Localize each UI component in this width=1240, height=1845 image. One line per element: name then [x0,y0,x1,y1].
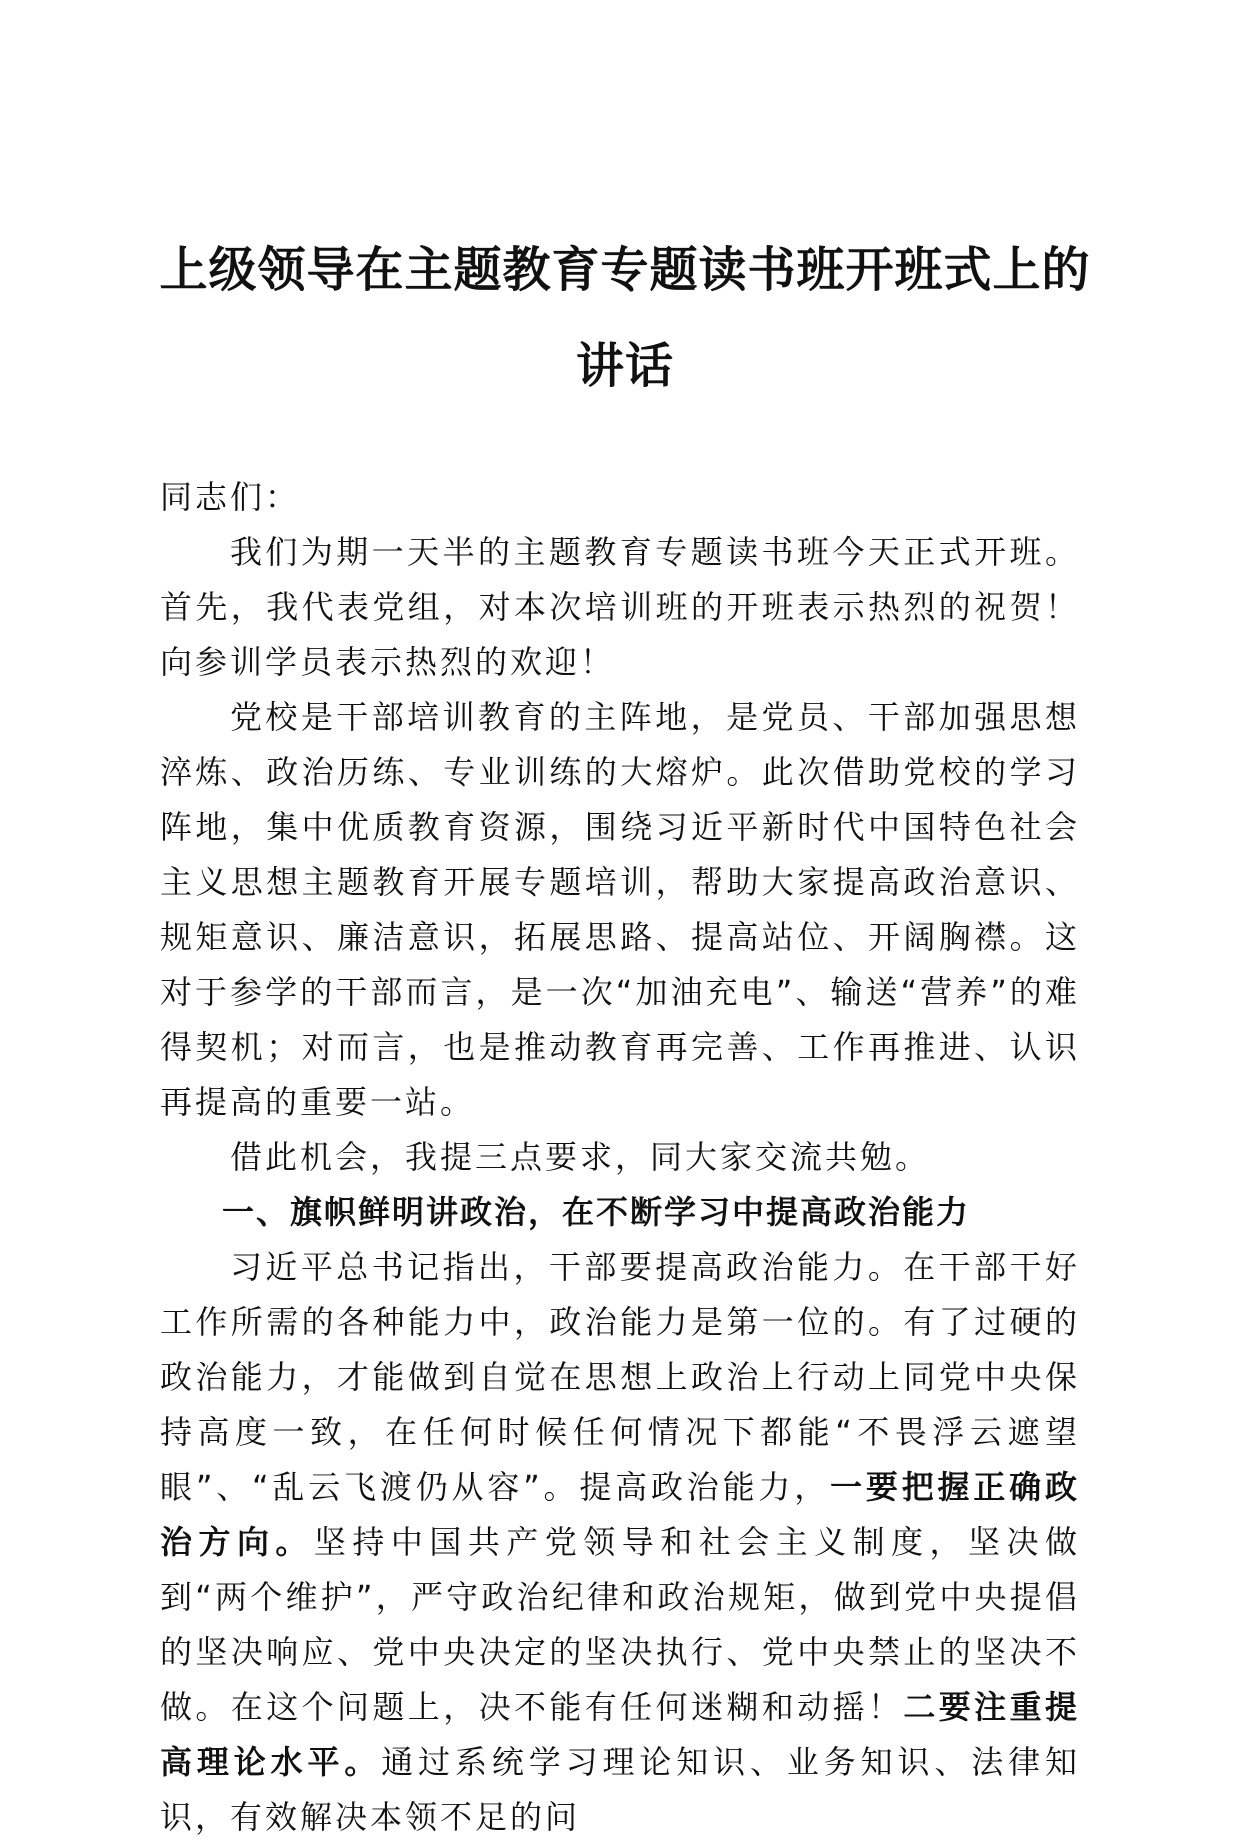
document-body [160,470,1080,1845]
paragraph-opening: 我们为期一天半的主题教育专题读书班今天正式开班。首先，我代表党组，对本次培训班的开班表示热烈的祝贺！向参训学员表示热烈的欢迎！ [160,533,1080,681]
paragraph-requirements-intro: 借此机会，我提三点要求，同大家交流共勉。 [230,1138,931,1176]
paragraph-political-ability [160,1240,1080,1845]
emphasis-point-2: 二要注重提高理论水平。 [160,1688,1080,1781]
emphasis-point-1: 一要把握正确政治方向。 [160,1468,1080,1561]
section-heading-1: 一、旗帜鲜明讲政治，在不断学习中提高政治能力 [222,1193,971,1231]
paragraph-party-school: 党校是干部培训教育的主阵地，是党员、干部加强思想淬炼、政治历练、专业训练的大熔炉。此次借助党校的学习阵地，集中优质教育资源，围绕习近平新时代中国特色社会主义思想主题教育开展专题培训，帮助大家提高政治意识、规矩意识、廉洁意识，拓展思路、提高站位、开阔胸襟。这对于参学的干部而言，是一次“加油充电”、输送“营养”的难得契机；对而言，也是推动教育再完善、工作再推进、认识再提高的重要一站。 [160,698,1080,1121]
document-title: 上级领导在主题教育专题读书班开班式上的讲话 [159,242,1091,394]
salutation: 同志们： [160,478,301,516]
paragraph-text-segment: 通过系统学习理论知识、业务知识、法律知识，有效解决本领不足的问 [160,1743,1080,1836]
paragraph-text-segment: 习近平总书记指出，干部要提高政治能力。在干部干好工作所需的各种能力中，政治能力是第一位的。有了过硬的政治能力，才能做到自觉在思想上政治上行动上同党中央保持高度一致，在任何时候任何情况下都能“不畏浮云遮望眼”、“乱云飞渡仍从容”。提高政治能力， [160,1248,1080,1506]
paragraph-text-segment: 坚持中国共产党领导和社会主义制度，坚决做到“两个维护”，严守政治纪律和政治规矩，做到党中央提倡的坚决响应、党中央决定的坚决执行、党中央禁止的坚决不做。在这个问题上，决不能有任何迷糊和动摇！ [160,1523,1080,1726]
